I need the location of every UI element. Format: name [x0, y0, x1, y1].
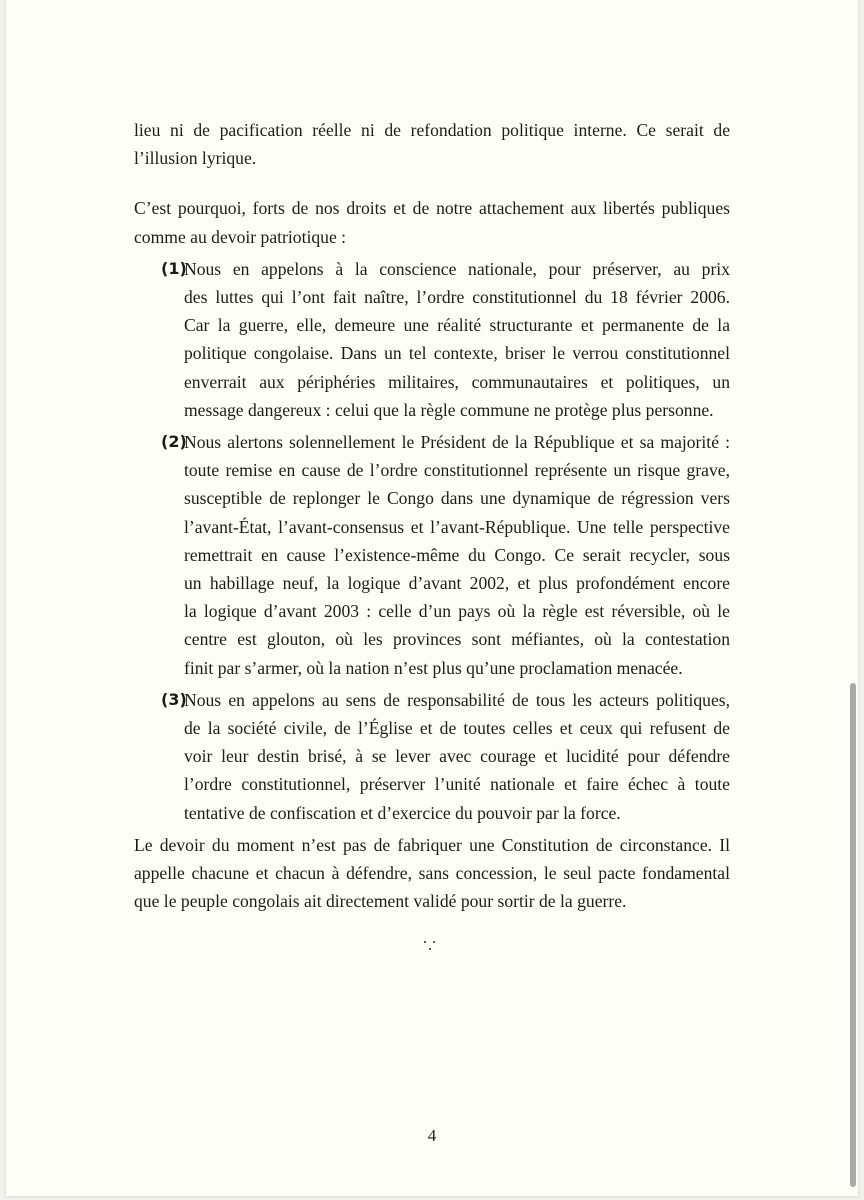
- separator-dot: [424, 941, 426, 943]
- text-line: enverrait aux périphéries militaires, communautaires et politiques, un: [184, 371, 730, 392]
- text-line: voir leur destin brisé, à se lever avec courage et lucidité pour défendre: [184, 746, 730, 767]
- text-line: Nous en appelons à la conscience nationale, pour préserver, au prix: [184, 258, 730, 279]
- text-line: remettrait en cause l’existence-même du Congo. Ce serait recycler, sous: [184, 544, 730, 565]
- text-line: l’ordre constitutionnel, préserver l’unité nationale et faire échec à toute: [184, 774, 730, 795]
- section-separator-dots: [423, 936, 437, 952]
- paragraph-conclusion: [134, 831, 730, 916]
- separator-dot: [433, 941, 435, 943]
- text-line: des luttes qui l’ont fait naître, l’ordre constitutionnel du 18 février 2006.: [184, 287, 730, 308]
- document-body: [134, 116, 730, 915]
- list-item-text: [184, 686, 730, 827]
- list-number: (3): [161, 689, 187, 709]
- list-item-text: [184, 428, 730, 682]
- text-line: comme au devoir patriotique :: [134, 226, 347, 247]
- text-line: tentative de confiscation et d’exercice du pouvoir par la force.: [184, 802, 621, 823]
- text-line: appelle chacune et chacun à défendre, sans concession, le seul pacte fondamental: [134, 863, 730, 884]
- text-line: l’avant-État, l’avant-consensus et l’avant-République. Une telle perspective: [184, 516, 730, 537]
- paragraph-preamble: [134, 194, 730, 250]
- text-line: Nous alertons solennellement le Président de la République et sa majorité :: [184, 432, 730, 453]
- text-line: message dangereux : celui que la règle commune ne protège plus personne.: [184, 399, 714, 420]
- text-line: l’illusion lyrique.: [134, 148, 257, 169]
- list-item-text: [184, 255, 730, 424]
- text-line: Car la guerre, elle, demeure une réalité structurante et permanente de la: [184, 315, 730, 336]
- list-item-2: [134, 428, 730, 682]
- list-item-1: [134, 255, 730, 424]
- text-line: politique congolaise. Dans un tel contexte, briser le verrou constitutionnel: [184, 343, 730, 364]
- text-line: toute remise en cause de l’ordre constitutionnel représente un risque grave,: [184, 460, 730, 481]
- text-line: finit par s’armer, où la nation n’est plus qu’une proclamation menacée.: [184, 657, 683, 678]
- text-line: susceptible de replonger le Congo dans une dynamique de régression vers: [184, 488, 730, 509]
- text-line: la logique d’avant 2003 : celle d’un pays où la règle est réversible, où le: [184, 601, 730, 622]
- text-line: que le peuple congolais ait directement validé pour sortir de la guerre.: [134, 891, 627, 912]
- list-item-3: [134, 686, 730, 827]
- text-line: lieu ni de pacification réelle ni de refondation politique interne. Ce serait de: [134, 120, 730, 140]
- text-line: C’est pourquoi, forts de nos droits et de notre attachement aux libertés publiques: [134, 198, 730, 219]
- page-number: 4: [427, 1126, 437, 1145]
- separator-dot: [429, 948, 431, 950]
- list-number: (2): [161, 432, 187, 452]
- text-line: de la société civile, de l’Église et de toutes celles et ceux qui refusent de: [184, 718, 730, 739]
- text-line: un habillage neuf, la logique d’avant 2002, et plus profondément encore: [184, 573, 730, 594]
- list-number: (1): [161, 258, 187, 278]
- text-line: Nous en appelons au sens de responsabilité de tous les acteurs politiques,: [184, 689, 730, 710]
- text-line: Le devoir du moment n’est pas de fabriquer une Constitution de circonstance. Il: [134, 834, 730, 855]
- numbered-list: [134, 255, 730, 827]
- scrollbar-thumb[interactable]: [850, 683, 856, 1187]
- text-line: centre est glouton, où les provinces sont méfiantes, où la contestation: [184, 629, 730, 650]
- paragraph-intro: [134, 116, 730, 172]
